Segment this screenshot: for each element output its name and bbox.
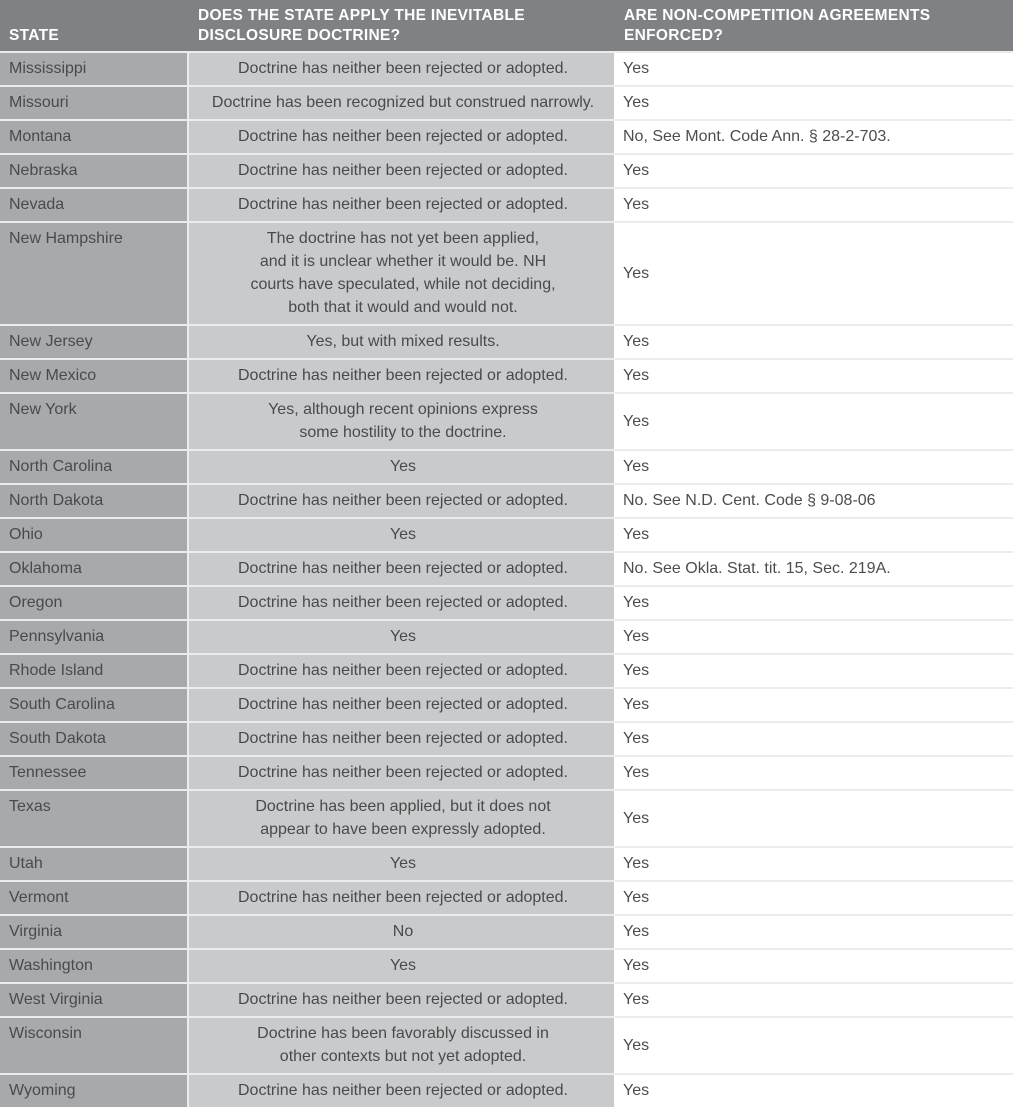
noncompete-cell: Yes [614, 722, 1013, 756]
doctrine-cell: Doctrine has neither been rejected or adopted. [188, 722, 614, 756]
doctrine-cell: Doctrine has neither been rejected or adopted. [188, 120, 614, 154]
doctrine-cell: Yes [188, 620, 614, 654]
noncompete-cell: Yes [614, 518, 1013, 552]
table-row [0, 393, 1013, 450]
noncompete-cell: Yes [614, 915, 1013, 949]
doctrine-cell: Doctrine has neither been rejected or adopted. [188, 154, 614, 188]
noncompete-cell: Yes [614, 393, 1013, 450]
doctrine-cell: Doctrine has neither been rejected or adopted. [188, 1074, 614, 1107]
table-row [0, 756, 1013, 790]
table-row [0, 552, 1013, 586]
doctrine-cell: Doctrine has neither been rejected or adopted. [188, 756, 614, 790]
noncompete-cell: Yes [614, 325, 1013, 359]
doctrine-cell: Doctrine has been applied, but it does not appear to have been expressly adopted. [188, 790, 614, 847]
doctrine-cell: Doctrine has neither been rejected or adopted. [188, 586, 614, 620]
doctrine-cell: Yes [188, 450, 614, 484]
table-row [0, 983, 1013, 1017]
noncompete-cell: Yes [614, 949, 1013, 983]
table-row [0, 949, 1013, 983]
noncompete-cell: Yes [614, 756, 1013, 790]
table-row [0, 222, 1013, 325]
table-row [0, 1074, 1013, 1107]
doctrine-cell: Doctrine has neither been rejected or adopted. [188, 654, 614, 688]
state-cell: Wyoming [0, 1074, 188, 1107]
state-cell: Oregon [0, 586, 188, 620]
doctrine-cell: No [188, 915, 614, 949]
noncompete-cell: Yes [614, 620, 1013, 654]
state-cell: Mississippi [0, 52, 188, 86]
doctrine-cell: Yes [188, 847, 614, 881]
state-cell: New York [0, 393, 188, 450]
doctrine-cell: Doctrine has neither been rejected or adopted. [188, 881, 614, 915]
noncompete-cell: No. See N.D. Cent. Code § 9-08-06 [614, 484, 1013, 518]
doctrine-cell: Doctrine has neither been rejected or adopted. [188, 552, 614, 586]
state-cell: Vermont [0, 881, 188, 915]
table-row [0, 1017, 1013, 1074]
table-row [0, 688, 1013, 722]
table-header [0, 0, 1013, 52]
doctrine-cell: Doctrine has neither been rejected or adopted. [188, 484, 614, 518]
table-row [0, 359, 1013, 393]
noncompete-cell: No. See Okla. Stat. tit. 15, Sec. 219A. [614, 552, 1013, 586]
table-row [0, 915, 1013, 949]
doctrine-cell: Yes [188, 949, 614, 983]
noncompete-cell: Yes [614, 154, 1013, 188]
doctrine-cell: Doctrine has been recognized but construed narrowly. [188, 86, 614, 120]
state-cell: Pennsylvania [0, 620, 188, 654]
state-cell: Virginia [0, 915, 188, 949]
state-cell: South Carolina [0, 688, 188, 722]
state-cell: Missouri [0, 86, 188, 120]
doctrine-cell: Doctrine has neither been rejected or adopted. [188, 52, 614, 86]
state-cell: Rhode Island [0, 654, 188, 688]
doctrine-cell: Doctrine has neither been rejected or adopted. [188, 688, 614, 722]
state-cell: South Dakota [0, 722, 188, 756]
state-cell: Washington [0, 949, 188, 983]
table-row [0, 518, 1013, 552]
table-row [0, 620, 1013, 654]
noncompete-cell: Yes [614, 1074, 1013, 1107]
noncompete-cell: Yes [614, 586, 1013, 620]
table-row [0, 722, 1013, 756]
state-cell: Montana [0, 120, 188, 154]
noncompete-cell: Yes [614, 188, 1013, 222]
state-cell: North Carolina [0, 450, 188, 484]
noncompete-cell: Yes [614, 222, 1013, 325]
noncompete-cell: Yes [614, 86, 1013, 120]
state-cell: Tennessee [0, 756, 188, 790]
noncompete-cell: Yes [614, 52, 1013, 86]
noncompete-cell: Yes [614, 688, 1013, 722]
doctrine-cell: Doctrine has neither been rejected or adopted. [188, 983, 614, 1017]
noncompete-cell: Yes [614, 359, 1013, 393]
table-row [0, 450, 1013, 484]
noncompete-cell: Yes [614, 983, 1013, 1017]
table-row [0, 86, 1013, 120]
state-cell: North Dakota [0, 484, 188, 518]
noncompete-cell: Yes [614, 790, 1013, 847]
header-doctrine: DOES THE STATE APPLY THE INEVITABLE DISCLOSURE DOCTRINE? [188, 0, 614, 52]
doctrine-cell: Yes [188, 518, 614, 552]
doctrine-cell: Yes, although recent opinions express some hostility to the doctrine. [188, 393, 614, 450]
table-row [0, 154, 1013, 188]
doctrine-cell: Doctrine has been favorably discussed in other contexts but not yet adopted. [188, 1017, 614, 1074]
table-row [0, 120, 1013, 154]
table-row [0, 790, 1013, 847]
table-row [0, 188, 1013, 222]
noncompete-cell: Yes [614, 881, 1013, 915]
header-state: STATE [0, 0, 188, 52]
table-row [0, 586, 1013, 620]
header-row [0, 0, 1013, 52]
header-noncompete: ARE NON-COMPETITION AGREEMENTS ENFORCED? [614, 0, 1013, 52]
state-cell: Oklahoma [0, 552, 188, 586]
state-cell: Ohio [0, 518, 188, 552]
table-row [0, 484, 1013, 518]
state-cell: Utah [0, 847, 188, 881]
noncompete-cell: Yes [614, 654, 1013, 688]
noncompete-cell: Yes [614, 450, 1013, 484]
state-cell: New Mexico [0, 359, 188, 393]
doctrine-cell: Doctrine has neither been rejected or adopted. [188, 188, 614, 222]
table-row [0, 52, 1013, 86]
doctrine-cell: The doctrine has not yet been applied, and it is unclear whether it would be. NH courts have speculated, while not deciding, both that it would and would not. [188, 222, 614, 325]
state-cell: West Virginia [0, 983, 188, 1017]
doctrine-cell: Doctrine has neither been rejected or adopted. [188, 359, 614, 393]
noncompete-cell: Yes [614, 847, 1013, 881]
noncompete-cell: Yes [614, 1017, 1013, 1074]
state-cell: Wisconsin [0, 1017, 188, 1074]
table-body [0, 52, 1013, 1107]
noncompete-cell: No, See Mont. Code Ann. § 28-2-703. [614, 120, 1013, 154]
state-cell: Texas [0, 790, 188, 847]
table-row [0, 881, 1013, 915]
state-cell: New Jersey [0, 325, 188, 359]
state-cell: Nevada [0, 188, 188, 222]
table-row [0, 847, 1013, 881]
table-row [0, 654, 1013, 688]
state-cell: Nebraska [0, 154, 188, 188]
table-row [0, 325, 1013, 359]
doctrine-cell: Yes, but with mixed results. [188, 325, 614, 359]
state-cell: New Hampshire [0, 222, 188, 325]
